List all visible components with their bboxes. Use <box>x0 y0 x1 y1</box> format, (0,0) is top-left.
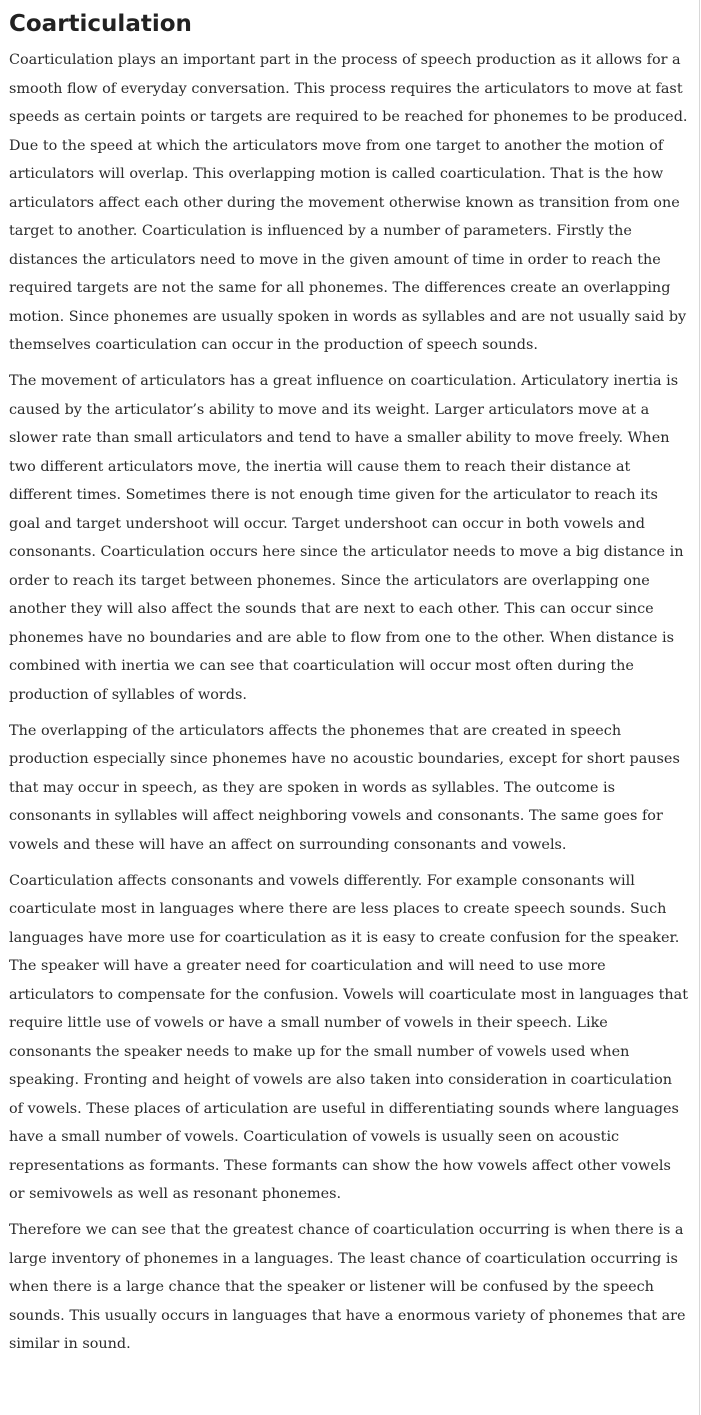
paragraph-5: Therefore we can see that the greatest chance of coarticulation occurring is when there is a large inventory of phonemes in a languages. The least chance of coarticulation occurring is when there is a large chance that the speaker or listener will be confused by the speech sounds. This usually occurs in languages that have a enormous variety of phonemes that are similar in sound. <box>9 1222 686 1352</box>
paragraph-2: The movement of articulators has a great influence on coarticulation. Articulatory inertia is caused by the articulator’s ability to move and its weight. Larger articulators move at a slower rate than small articulators and tend to have a smaller ability to move freely. When two different articulators move, the inertia will cause them to reach their distance at different times. Sometimes there is not enough time given for the articulator to reach its goal and target undershoot will occur. Target undershoot can occur in both vowels and consonants. Coarticulation occurs here since the articulator needs to move a big distance in order to reach its target between phonemes. Since the articulators are overlapping one another they will also affect the sounds that are next to each other. This can occur since phonemes have no boundaries and are able to flow from one to the other. When distance is combined with inertia we can see that coarticulation will occur most often during the production of syllables of words. <box>9 373 684 703</box>
paragraph-3: The overlapping of the articulators affects the phonemes that are created in speech production especially since phonemes have no acoustic boundaries, except for short pauses that may occur in speech, as they are spoken in words as syllables. The outcome is consonants in syllables will affect neighboring vowels and consonants. The same goes for vowels and these will have an affect on surrounding consonants and vowels. <box>9 722 680 853</box>
paragraph-1: Coarticulation plays an important part in the process of speech production as it allows for a smooth flow of everyday conversation. This process requires the articulators to move at fast speeds as certain points or targets are required to be reached for phonemes to be produced. Due to the speed at which the articulators move from one target to another the motion of articulators will overlap. This overlapping motion is called coarticulation. That is the how articulators affect each other during the movement otherwise known as transition from one target to another. Coarticulation is influenced by a number of parameters. Firstly the distances the articulators need to move in the given amount of time in order to reach the required targets are not the same for all phonemes. The differences create an overlapping motion. Since phonemes are usually spoken in words as syllables and are not usually said by themselves coarticulation can occur in the production of speech sounds. <box>9 52 688 353</box>
page-title: Coarticulation <box>9 11 192 37</box>
paragraph-4: Coarticulation affects consonants and vowels differently. For example consonants will coarticulate most in languages where there are less places to create speech sounds. Such languages have more use for coarticulation as it is easy to create confusion for the speaker. The speaker will have a greater need for coarticulation and will need to use more articulators to compensate for the confusion. Vowels will coarticulate most in languages that require little use of vowels or have a small number of vowels in their speech. Like consonants the speaker needs to make up for the small number of vowels used when speaking. Fronting and height of vowels are also taken into consideration in coarticulation of vowels. These places of articulation are useful in differentiating sounds where languages have a small number of vowels. Coarticulation of vowels is usually seen on acoustic representations as formants. These formants can show the how vowels affect other vowels or semivowels as well as resonant phonemes. <box>9 872 688 1202</box>
